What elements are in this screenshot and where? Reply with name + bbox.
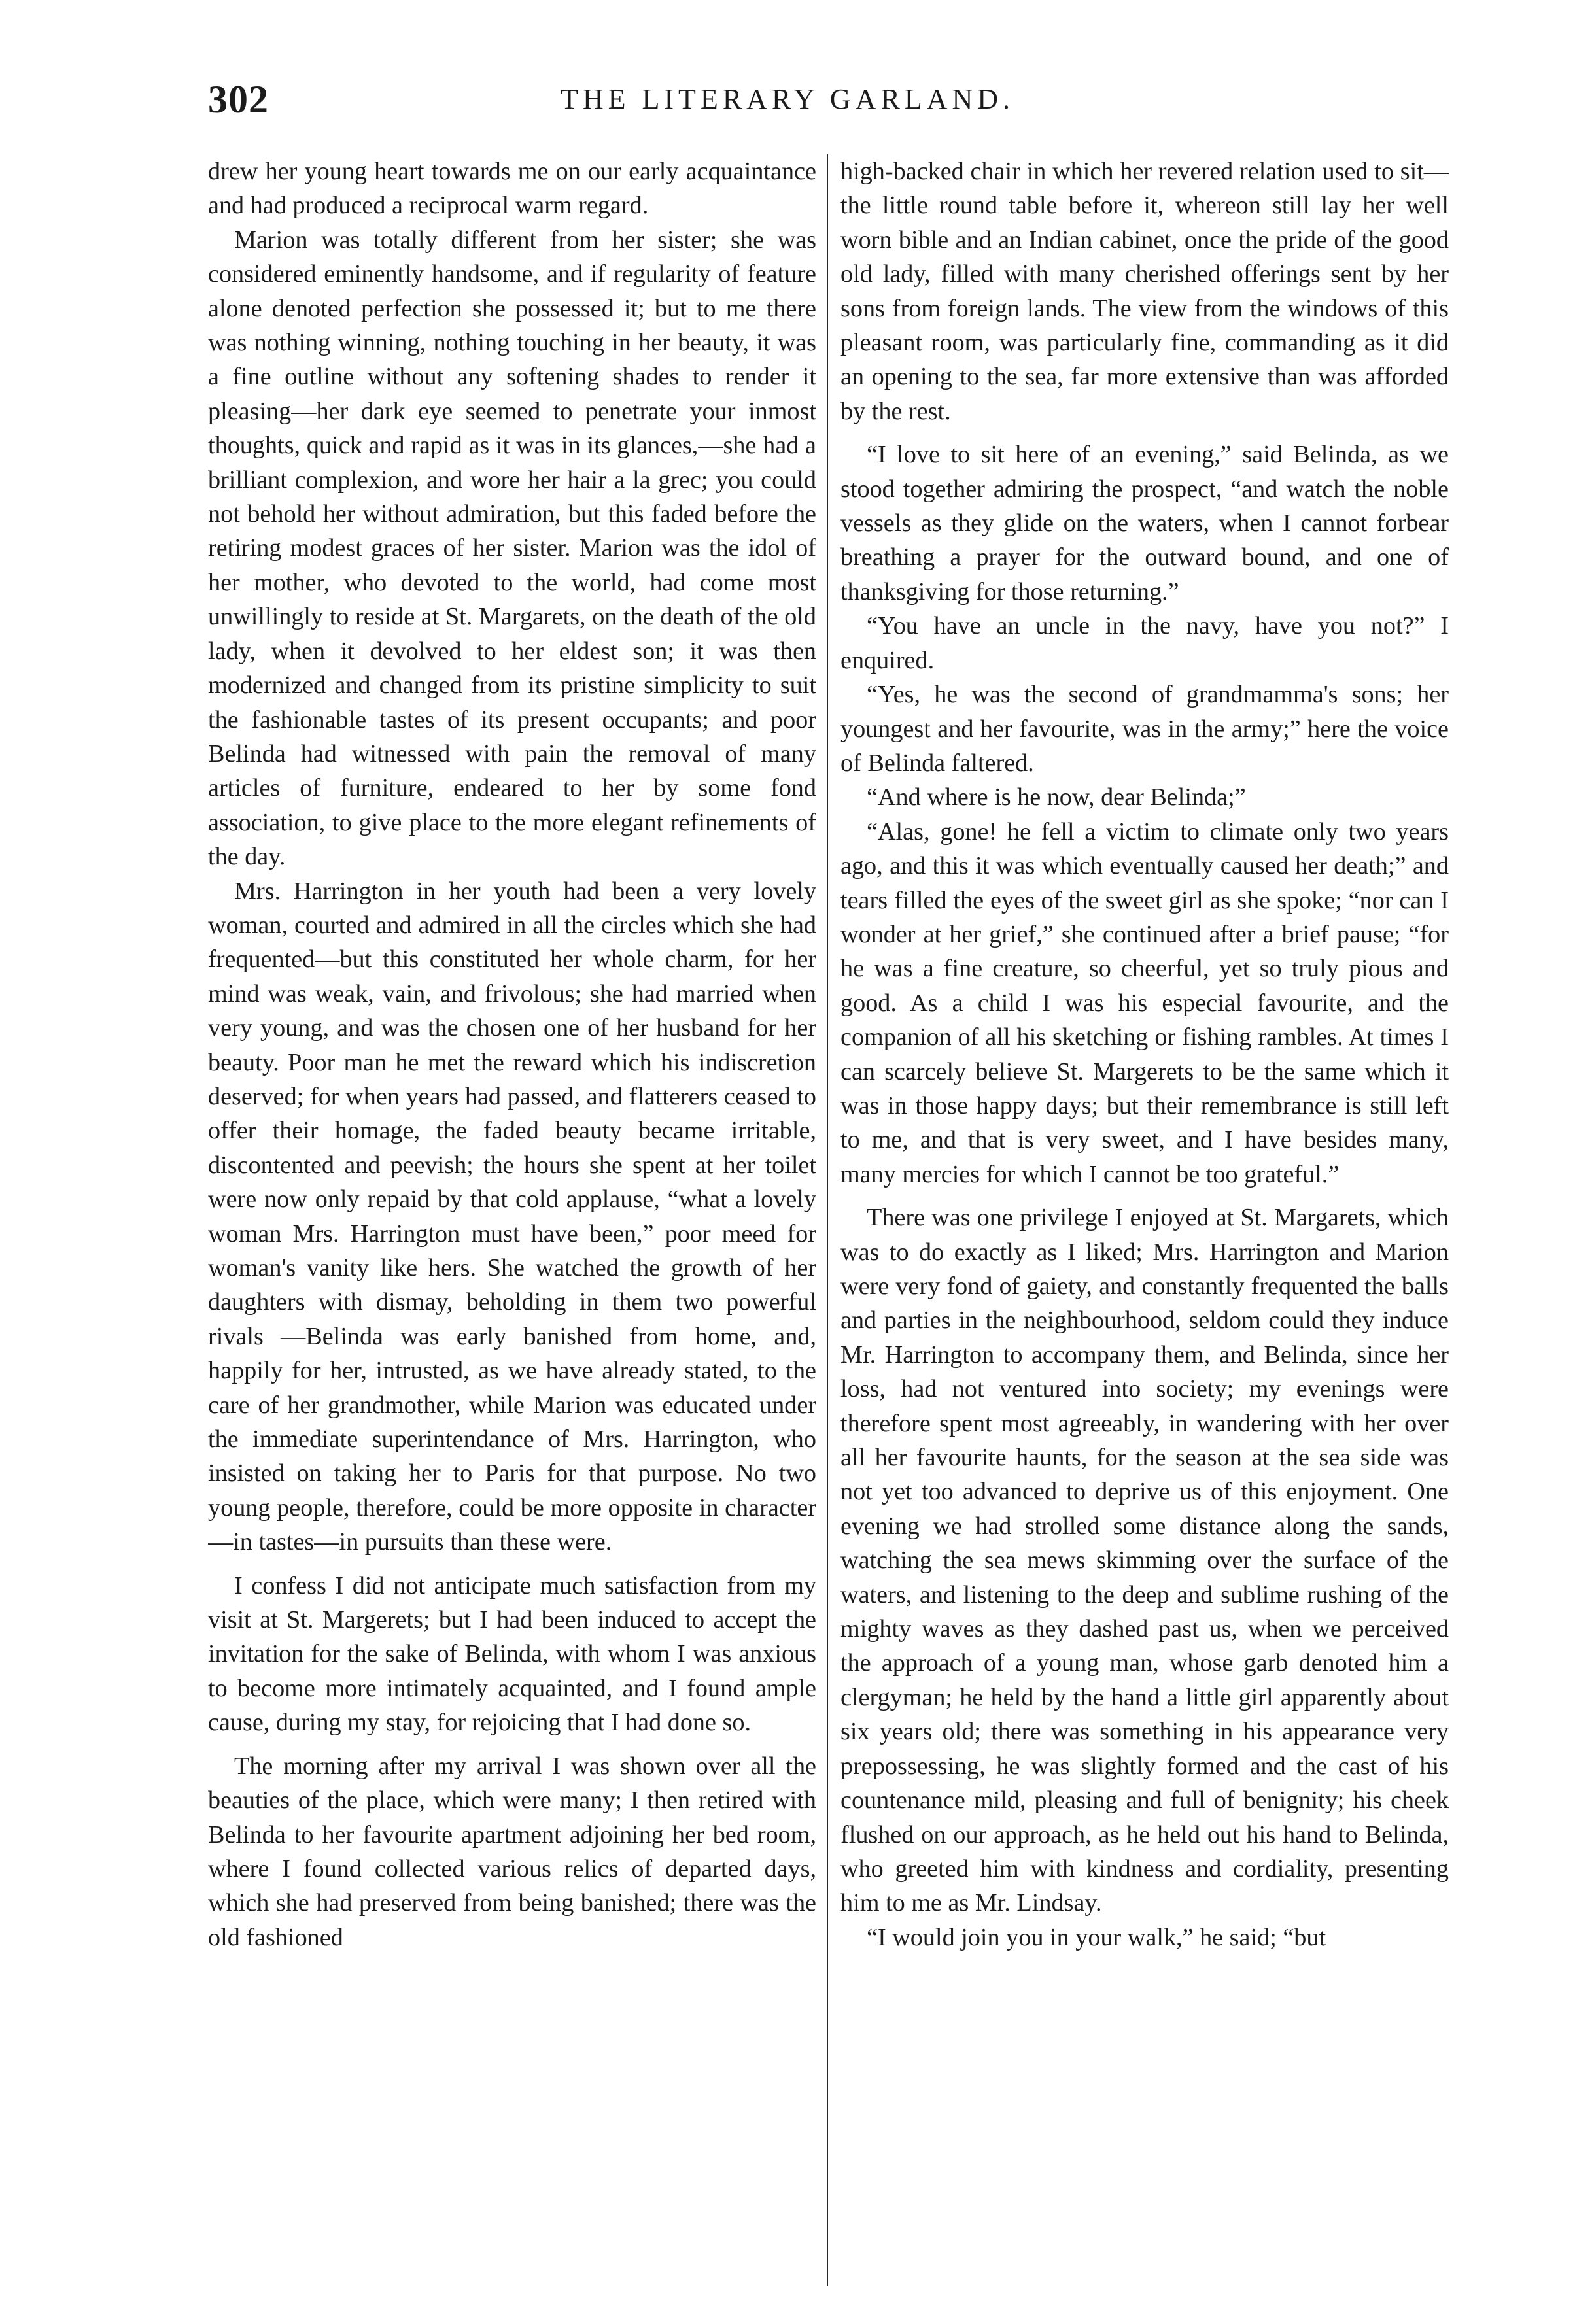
right-column (840, 154, 1449, 2306)
paragraph: “And where is he now, dear Belinda;” (867, 783, 1246, 812)
paragraph: “Alas, gone! he fell a victim to climate only two years ago, and this it was which eventually caused her death;” and tears filled the eyes of the sweet girl as she spoke; “nor can I wonder at her grief,” she continued after a brief pause; “for he was a fine creature, so cheerful, yet so truly pious and good. As a child I was his especial favourite, and the companion of all his sketching or fishing rambles. At times I can scarcely believe St. Margerets to be the same which it was in those happy days; but their remembrance is still left to me, and that is very sweet, and I have besides many, many mercies for which I cannot be too grateful.” (840, 817, 1449, 1188)
paragraph: “Yes, he was the second of grandmamma's sons; her youngest and her favourite, was in the army;” here the voice of Belinda faltered. (840, 681, 1449, 777)
paragraph: “I would join you in your walk,” he said; “but (867, 1923, 1326, 1951)
paragraph: “I love to sit here of an evening,” said Belinda, as we stood together admiring the prospect, “and watch the noble vessels as they glide on the waters, when I cannot forbear breathing a prayer for the outward bound, and one of thanksgiving for those returning.” (840, 441, 1449, 606)
paragraph: high-backed chair in which her revered relation used to sit—the little round table before it, whereon still lay her well worn bible and an Indian cabinet, once the pride of the good old lady, filled with many cherished offerings sent by her sons from foreign lands. The view from the windows of this pleasant room, was particularly fine, commanding as it did an opening to the sea, far more extensive than was afforded by the rest. (840, 158, 1449, 425)
paragraph: drew her young heart towards me on our early acquaintance and had produced a reciprocal warm regard. (208, 158, 816, 220)
paragraph: “You have an uncle in the navy, have you not?” I enquired. (840, 612, 1449, 674)
paragraph: There was one privilege I enjoyed at St. Margarets, which was to do exactly as I liked; Mrs. Harrington and Marion were very fond of gaiety, and constantly frequented the balls and parties in the neighbourhood, seldom could they induce Mr. Harrington to accompany them, and Belinda, since her loss, had not ventured into society; my evenings were therefore spent most agreeably, in wandering with her over all her favourite haunts, for the season at the sea side was not yet too advanced to deprive us of this enjoyment. One evening we had strolled some distance along the sands, watching the sea mews skimming over the surface of the waters, and listening to the deep and sublime rushing of the mighty waves as they dashed past us, when we perceived the approach of a young man, whose garb denoted him a clergyman; he held by the hand a little girl apparently about six years old; there was something in his appearance very prepossessing, he was slightly formed and the cast of his countenance mild, pleasing and full of benignity; his cheek flushed on our approach, as he held out his hand to Belinda, who greeted him with kindness and cordiality, presenting him to me as Mr. Lindsay. (840, 1204, 1449, 1917)
running-head: THE LITERARY GARLAND. (560, 83, 1015, 115)
left-column (208, 154, 816, 2306)
paragraph: Marion was totally different from her sister; she was considered eminently handsome, and if regularity of feature alone denoted perfection she possessed it; but to me there was nothing winning, nothing touching in her beauty, it was a fine outline without any softening shades to render it pleasing—her dark eye seemed to penetrate your inmost thoughts, quick and rapid as it was in its glances,—she had a brilliant complexion, and wore her hair a la grec; you could not behold her without admiration, but this faded before the retiring modest graces of her sister. Marion was the idol of her mother, who devoted to the world, had come most unwillingly to reside at St. Margarets, on the death of the old lady, when it devolved to her eldest son; it was then modernized and changed from its pristine simplicity to suit the fashionable tastes of its present occupants; and poor Belinda had witnessed with pain the removal of many articles of furniture, endeared to her by some fond association, to give place to the more elegant refinements of the day. (208, 226, 816, 871)
page-number: 302 (208, 78, 269, 121)
paragraph: Mrs. Harrington in her youth had been a very lovely woman, courted and admired in all the circles which she had frequented—but this constituted her whole charm, for her mind was weak, vain, and frivolous; she had married when very young, and was the chosen one of her husband for her beauty. Poor man he met the reward which his indiscretion deserved; for when years had passed, and flatterers ceased to offer their homage, the faded beauty became irritable, discontented and peevish; the hours she spent at her toilet were now only repaid by that cold applause, “what a lovely woman Mrs. Harrington must have been,” poor meed for woman's vanity like hers. She watched the growth of her daughters with dismay, beholding in them two powerful rivals —Belinda was early banished from home, and, happily for her, intrusted, as we have already stated, to the care of her grandmother, while Marion was educated under the immediate superintendance of Mrs. Harrington, who insisted on taking her to Paris for that purpose. No two young people, therefore, could be more opposite in character—in tastes—in pursuits than these were. (208, 877, 816, 1556)
column-divider (827, 154, 828, 2286)
paragraph: The morning after my arrival I was shown over all the beauties of the place, which were many; I then retired with Belinda to her favourite apartment adjoining her bed room, where I found collected various relics of departed days, which she had preserved from being banished; there was the old fashioned (208, 1752, 816, 1951)
paragraph: I confess I did not anticipate much satisfaction from my visit at St. Margerets; but I had been induced to accept the invitation for the sake of Belinda, with whom I was anxious to become more intimately acquainted, and I found ample cause, during my stay, for rejoicing that I had done so. (208, 1571, 816, 1737)
